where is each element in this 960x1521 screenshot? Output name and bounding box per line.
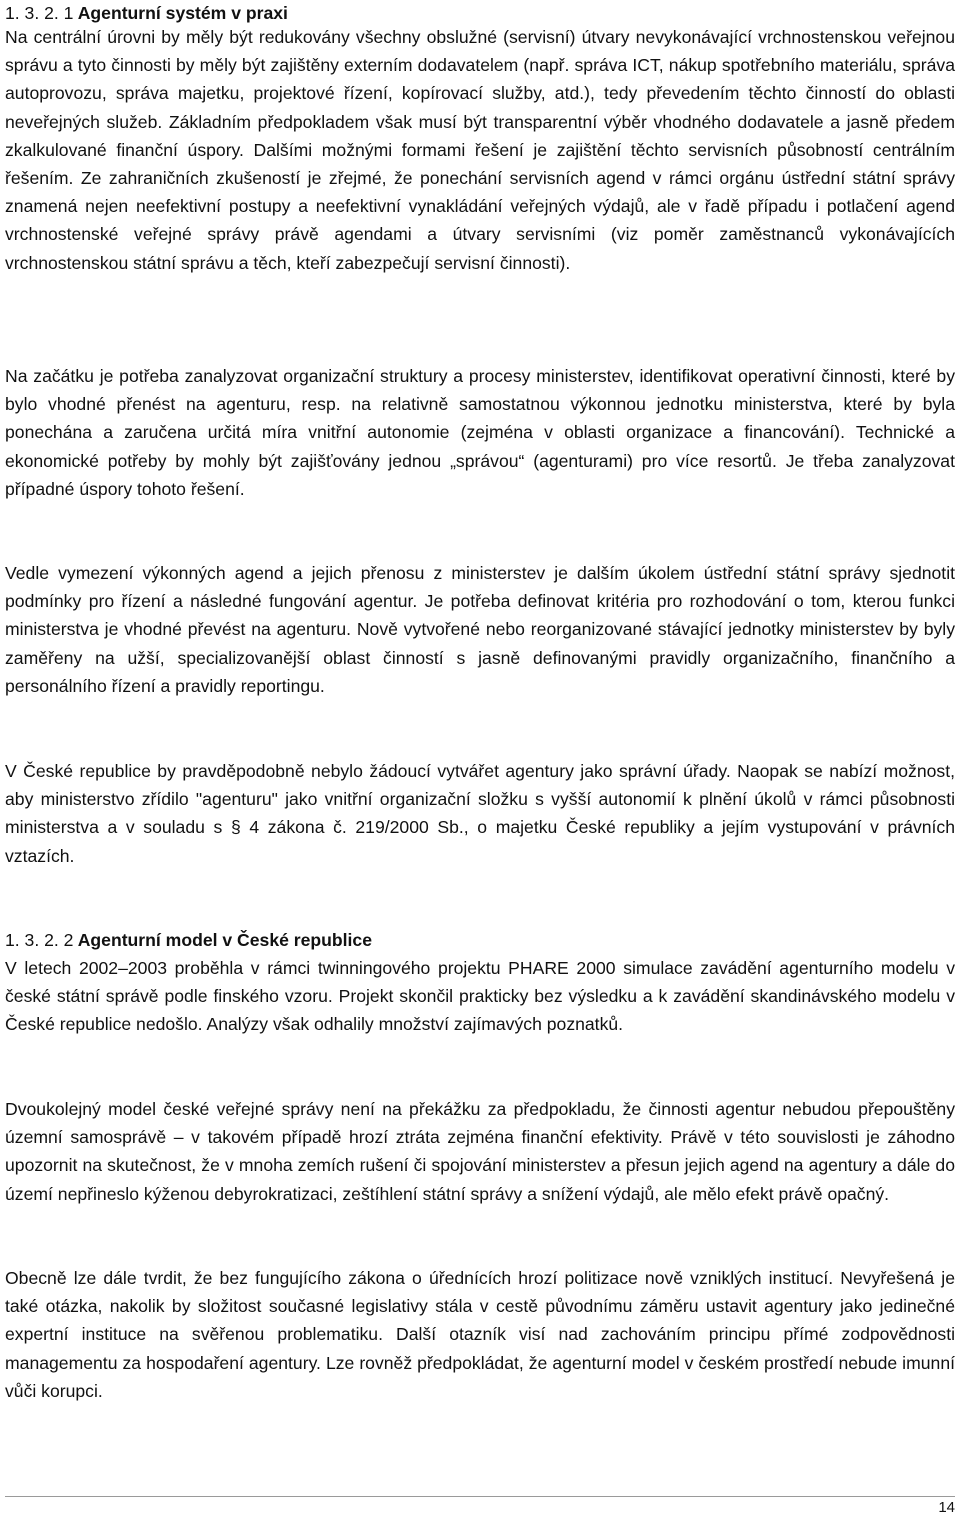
paragraph-ceska-republika: V České republice by pravděpodobně nebylo žádoucí vytvářet agentury jako správní úřady. Naopak se nabízí možnost, aby ministerstvo zřídilo "agenturu" jako vnitřní organizační složku s vyšší autonomií k plnění úkolů v rámci působnosti ministerstva a v souladu s § 4 zákona č. 219/2000 Sb., o majetku České republiky a jejím vystupování v právních vztazích.: [5, 761, 955, 866]
section-title: Agenturní model v České republice: [77, 930, 373, 950]
paragraph-vymezeni-agend: Vedle vymezení výkonných agend a jejich přenosu z ministerstev je dalším úkolem ústřední státní správy sjednotit podmínky pro řízení a následné fungování agentur. Je potřeba definovat kritéria pro rozhodování o tom, kterou funkci ministerstva je vhodné převést na agenturu. Nově vytvořené nebo reorganizované stávající jednotky ministerstev by byly zaměřeny na užší, specializovanější oblast činností s jasně definovanými pravidly organizačního, finančního a personálního řízení a pravidly reportingu.: [5, 563, 955, 696]
paragraph-zakon-o-urednicich: Obecně lze dále tvrdit, že bez fungujícího zákona o úřednících hrozí politizace nově vzniklých institucí. Nevyřešená je také otázka, nakolik by složitost současné legislativy stála v cestě původnímu záměru ustavit agentury jako jedinečné expertní instituce na svěřenou problematiku. Další otazník visí nad zachováním principu přímé zodpovědnosti managementu za hospodaření agentury. Lze rovněž předpokládat, že agenturní model v českém prostředí nebude imunní vůči korupci.: [5, 1268, 955, 1401]
paragraph-servisni-utvary: Na centrální úrovni by měly být redukovány všechny obslužné (servisní) útvary nevykonávající vrchnostenskou veřejnou správu a tyto činnosti by měly být zajištěny externím dodavatelem (např. správa ICT, nákup spotřebního materiálu, správa autoprovozu, správa majetku, projektové řízení, kopírovací služby, atd.), tedy převedením těchto činností do oblasti neveřejných služeb. Základním předpokladem však musí být transparentní výběr vhodného dodavatele a jasně předem zkalkulované finanční úspory. Dalšími možnými formami řešení je zajištění těchto servisních působností centrálním řešením. Ze zahraničních zkušeností je zřejmé, že ponechání servisních agend v rámci orgánu ústřední státní správy znamená nejen neefektivní postupy a neefektivní vynakládání veřejných výdajů, ale v řadě případu i potlačení agend vrchnostenské veřejné správy právě agendami a útvary servisními (viz poměr zaměstnanců vykonávajících vrchnostenskou státní správu a těch, kteří zabezpečují servisní činnosti).: [5, 27, 955, 273]
section-number: 1. 3. 2. 2: [5, 930, 74, 950]
section-title: Agenturní systém v praxi: [77, 3, 288, 23]
footer-divider: [5, 1496, 955, 1497]
paragraph-phare-projekt: V letech 2002–2003 proběhla v rámci twinningového projektu PHARE 2000 simulace zavádění agenturního modelu v české státní správě podle finského vzoru. Projekt skončil prakticky bez výsledku a k zavádění skandinávského modelu v České republice nedošlo. Analýzy však odhalily množství zajímavých poznatků.: [5, 958, 955, 1035]
paragraph-dvoukolejny-model: Dvoukolejný model české veřejné správy není na překážku za předpokladu, že činnosti agentur nebudou přepouštěny územní samosprávě – v takovém případě hrozí ztráta zejména finanční efektivity. Právě v této souvislosti je záhodno upozornit na skutečnost, že v mnoha zemích rušení či spojování ministerstev a přesun jejich agend na agentury a dále do území nepřineslo kýženou debyrokratizaci, zeštíhlení státní správy a snížení výdajů, ale mělo efekt právě opačný.: [5, 1099, 955, 1204]
section-heading-agenturni-model: [5, 926, 955, 954]
page-number: 14: [938, 1499, 955, 1516]
section-number: 1. 3. 2. 1: [5, 3, 74, 23]
paragraph-analyza-struktur: Na začátku je potřeba zanalyzovat organizační struktury a procesy ministerstev, identifikovat operativní činnosti, které by bylo vhodné přenést na agenturu, resp. na relativně samostatnou výkonnou jednotku ministerstva, které by byla ponechána a zaručena určitá míra vnitřní autonomie (zejména v oblasti organizace a financování). Technické a ekonomické potřeby by mohly být zajišťovány jednou „správou“ (agenturami) pro více resortů. Je třeba zanalyzovat případné úspory tohoto řešení.: [5, 366, 955, 499]
